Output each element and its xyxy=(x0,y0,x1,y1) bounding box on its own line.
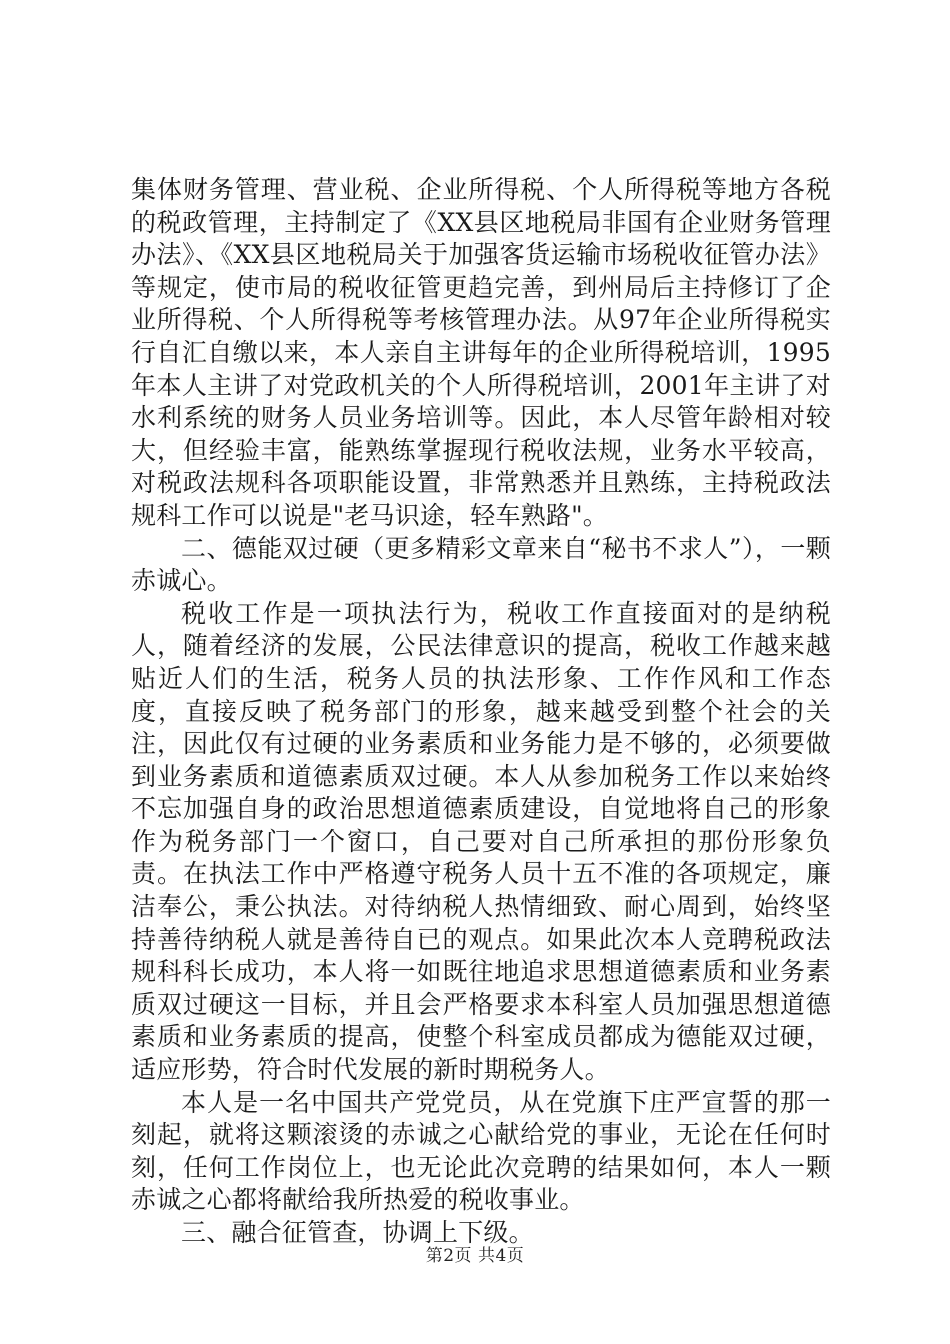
section-heading-2: 二、德能双过硬（更多精彩文章来自“秘书不求人”），一颗赤诚心。 xyxy=(131,533,831,596)
paragraph-continuation: 集体财务管理、营业税、企业所得税、个人所得税等地方各税的税政管理，主持制定了《XX县区地税局非国有企业财务管理办法》、《XX县区地税局关于加强客货运输市场税收征管办法》等规定，使市局的税收征管更趋完善，到州局后主持修订了企业所得税、个人所得税等考核管理办法。从97年企业所得税实行自汇自缴以来，本人亲自主讲每年的企业所得税培训，1995年本人主讲了对党政机关的个人所得税培训，2001年主讲了对水利系统的财务人员业务培训等。因此，本人尽管年龄相对较大，但经验丰富，能熟练掌握现行税收法规，业务水平较高，对税政法规科各项职能设置，非常熟悉并且熟练，主持税政法规科工作可以说是"老马识途，轻车熟路"。 xyxy=(131,175,831,530)
document-body xyxy=(131,174,831,1250)
paragraph-tax-enforcement: 税收工作是一项执法行为，税收工作直接面对的是纳税人，随着经济的发展，公民法律意识的提高，税收工作越来越贴近人们的生活，税务人员的执法形象、工作作风和工作态度，直接反映了税务部门的形象，越来越受到整个社会的关注，因此仅有过硬的业务素质和业务能力是不够的，必须要做到业务素质和道德素质双过硬。本人从参加税务工作以来始终不忘加强自身的政治思想道德素质建设，自觉地将自己的形象作为税务部门一个窗口，自己要对自己所承担的那份形象负责。在执法工作中严格遵守税务人员十五不准的各项规定，廉洁奉公，秉公执法。对待纳税人热情细致、耐心周到，始终坚持善待纳税人就是善待自已的观点。如果此次本人竞聘税政法规科科长成功，本人将一如既往地追求思想道德素质和业务素质双过硬这一目标，并且会严格要求本科室人员加强思想道德素质和业务素质的提高，使整个科室成员都成为德能双过硬，适应形势，符合时代发展的新时期税务人。 xyxy=(131,598,831,1085)
paragraph-party-member: 本人是一名中国共产党党员，从在党旗下庄严宣誓的那一刻起，就将这颗滚烫的赤诚之心献给党的事业，无论在任何时刻，任何工作岗位上，也无论此次竞聘的结果如何，本人一颗赤诚之心都将献给我所热爱的税收事业。 xyxy=(131,1087,831,1215)
page-footer: 第2页 共4页 xyxy=(425,1246,525,1266)
section-heading-3: 三、融合征管查，协调上下级。 xyxy=(181,1218,534,1247)
